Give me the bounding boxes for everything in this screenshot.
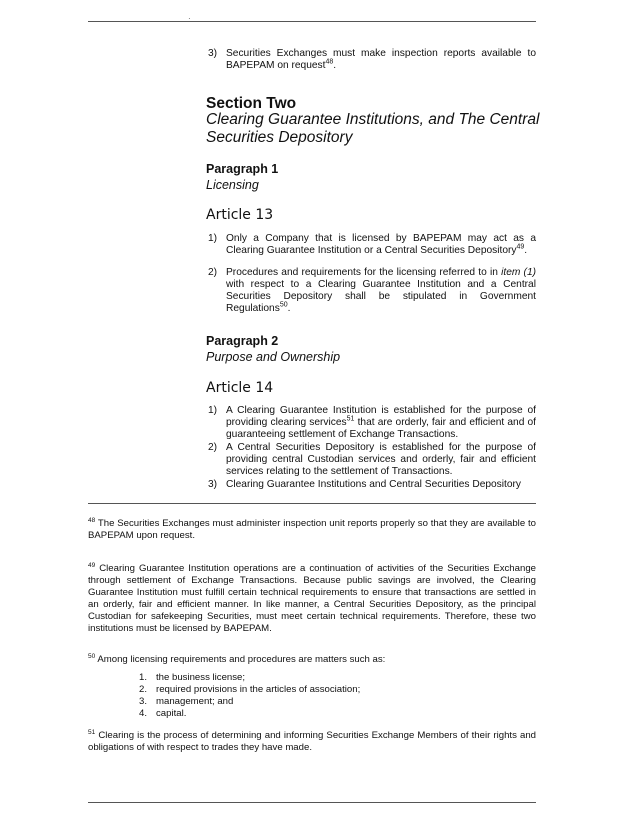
- footer-rule: [88, 802, 536, 803]
- paragraph-1-subtitle: Licensing: [206, 178, 259, 192]
- item-number: 1): [208, 233, 218, 244]
- item-number: 3): [208, 48, 218, 59]
- footnote-number: 48: [88, 516, 96, 524]
- paragraph-2-subtitle: Purpose and Ownership: [206, 350, 341, 364]
- footnote-number: 51: [88, 728, 96, 736]
- paragraph-2-title: Paragraph 2: [206, 334, 279, 348]
- item-text: Procedures and requirements for the licensing referred to in item (1) with respect to a Clearing Guarantee Institution and a Central Securities Depository shall be stipulated in Government Regulations$^{50}$.: [226, 267, 537, 314]
- footnote-ref[interactable]: 50: [279, 301, 288, 309]
- header-rule: [88, 21, 536, 22]
- item-text: Securities Exchanges must make inspection reports available to BAPEPAM on request$^{48}$.: [226, 48, 536, 71]
- article-14-title: Article 14: [206, 380, 274, 396]
- section-subtitle: Clearing Guarantee Institutions, and The Central Securities Depository: [206, 111, 540, 146]
- footnote-51: $^{51}$ Clearing is the process of determining and informing Securities Exchange Members of their rights and obligations of with respect to trades they have made.: [88, 728, 536, 753]
- footnote-number: 50: [88, 652, 96, 660]
- item-text: Clearing Guarantee Institutions and Central Securities Depository: [226, 479, 522, 490]
- footnote-ref[interactable]: 48: [325, 58, 334, 66]
- item-number: 3): [208, 479, 218, 490]
- header-mark: ·: [188, 14, 191, 23]
- section-title: Section Two: [206, 95, 297, 112]
- footnote-number: 49: [88, 561, 96, 569]
- item-text: Only a Company that is licensed by BAPEPAM may act as a Clearing Guarantee Institution or a Central Securities Depository$^{49}$.: [226, 233, 536, 256]
- footnote-50: $^{50}$ Among licensing requirements and procedures are matters such as:: [88, 652, 386, 665]
- paragraph-1-title: Paragraph 1: [206, 162, 279, 176]
- article-13-item-1: [206, 233, 536, 257]
- top-list-item: [206, 48, 536, 72]
- article-13-item-2: [206, 267, 536, 315]
- item-text: A Central Securities Depository is established for the purpose of providing central Custodian services and orderly, fair and efficient services relating to the settlement of Transactions.: [226, 442, 536, 477]
- item-number: 2): [208, 267, 218, 278]
- item-number: 2): [208, 442, 218, 453]
- footnote-ref[interactable]: 49: [516, 243, 525, 251]
- item-text: A Clearing Guarantee Institution is established for the purpose of providing clearing services$^{51}$ that are orderly, fair and efficient and of guaranteeing settlement of Exchange Transactions.: [226, 405, 536, 440]
- article-14-item-1: [206, 405, 536, 441]
- footnote-ref[interactable]: 51: [346, 415, 355, 423]
- article-13-title: Article 13: [206, 207, 274, 223]
- footnote-separator: [88, 503, 536, 504]
- footnote-48: $^{48}$ The Securities Exchanges must administer inspection unit reports properly so that they are available to BAPEPAM upon request.: [88, 516, 536, 541]
- article-14-item-3: [206, 479, 536, 491]
- item-reference: item (1): [501, 267, 537, 278]
- article-14-item-2: [206, 442, 536, 478]
- footnote-49: $^{49}$ Clearing Guarantee Institution operations are a continuation of activities of the Securities Exchange through settlement of Exchange Transactions. Because public savings are involved, the Clearing Guarantee Institution must fulfill certain technical requirements to ensure that transactions are settled in an orderly, fair and efficient manner. In like manner, a Central Securities Depository, as the principal Custodian for safekeeping Securities, must meet certain technical requirements. Therefore, these two institutions must be licensed by BAPEPAM.: [88, 561, 536, 634]
- item-number: 1): [208, 405, 218, 416]
